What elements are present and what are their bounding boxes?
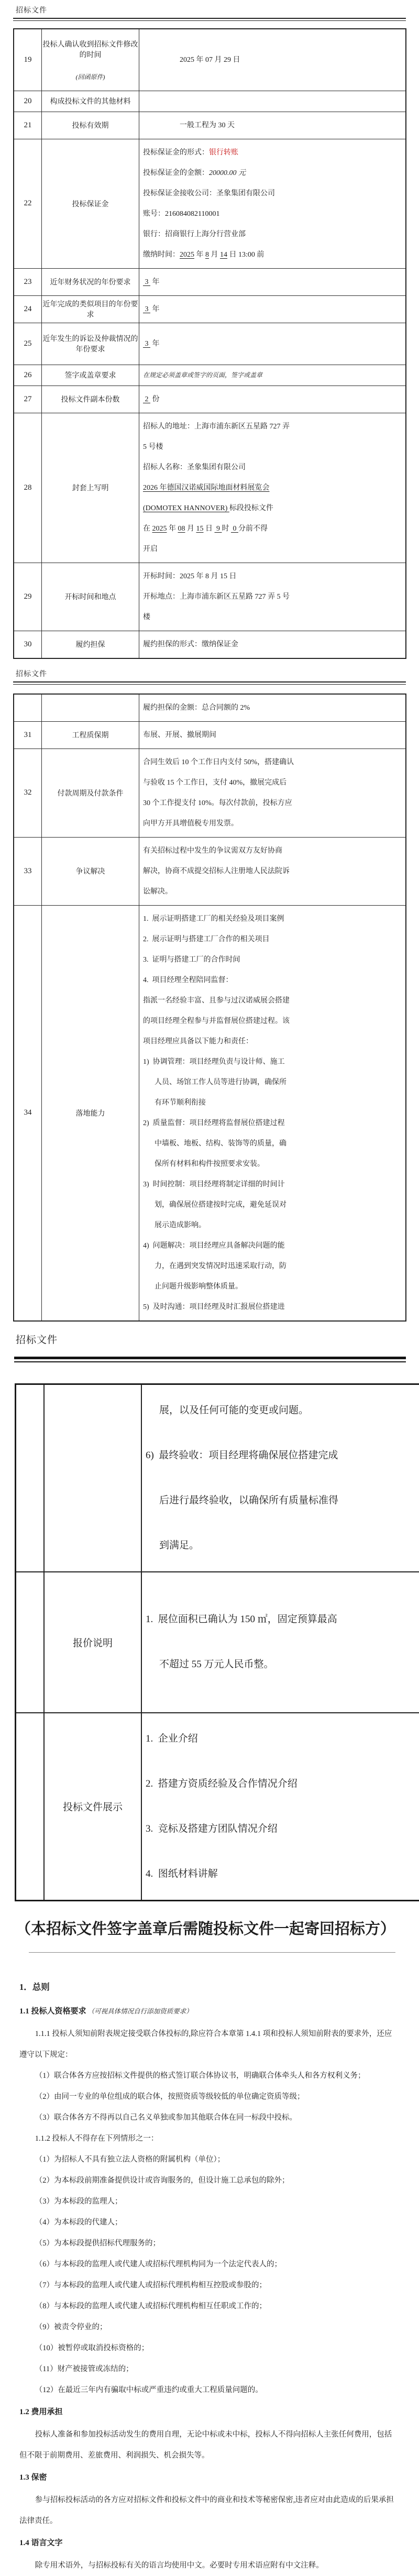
row-label-cell xyxy=(42,323,139,365)
text-segment: 招标人名称：圣象集团有限公司 xyxy=(143,464,246,471)
subsection-heading: 1.2 费用承担 xyxy=(19,2406,395,2417)
table-row xyxy=(16,1713,419,1901)
text-segment: 2. 展示证明与搭建工厂合作的相关项目 xyxy=(143,935,270,943)
row-label: 投标文件副本份数 xyxy=(42,394,139,404)
row-label-cell xyxy=(42,721,139,748)
body-paragraph: 投标人准备和参加投标活动发生的费用自理，无论中标或未中标，投标人不得向招标人主张任何费用，包括但不限于前期费用、差旅费用、利润损失、机会损失等。 xyxy=(19,2424,395,2466)
value-line xyxy=(143,1133,403,1154)
value-line xyxy=(143,1297,403,1317)
row-label: 投标有效期 xyxy=(42,120,139,130)
value-line xyxy=(143,773,403,793)
text-segment: 6) 最终验收：项目经理将确保展位搭建完成 xyxy=(146,1450,338,1461)
table-row xyxy=(14,837,406,905)
text-segment: 投标保证金接收公司：圣象集团有限公司 xyxy=(143,190,275,197)
row-value-cell xyxy=(139,748,406,837)
row-label: 付款周期及付款条件 xyxy=(42,788,139,798)
value-line xyxy=(143,224,403,245)
row-value-cell xyxy=(139,139,406,268)
row-number-cell: 27 xyxy=(14,386,42,413)
text-segment: 到满足。 xyxy=(159,1540,199,1551)
text-segment: 展，以及任何可能的变更或问题。 xyxy=(159,1405,308,1416)
row-label: 投标文件展示 xyxy=(45,1799,141,1813)
row-value-cell xyxy=(139,91,406,112)
value-line xyxy=(143,929,403,950)
text-segment: 开标地点：上海市浦东新区五星路 727 弄 5 号 xyxy=(143,593,290,601)
body-paragraph: （2）为本标段前期准备提供设计或咨询服务的，但设计施工总承包的除外； xyxy=(19,2170,395,2191)
row-label-cell xyxy=(42,91,139,112)
text-segment: 日 13:00 前 xyxy=(227,251,264,259)
text-segment: 15 xyxy=(196,525,204,533)
text-segment: 项目经理应具备以下能力和责任： xyxy=(143,1038,253,1045)
row-number-cell: 22 xyxy=(14,139,42,268)
body-paragraph: （1）联合体各方应按招标文件提供的格式签订联合体协议书，明确联合体牵头人和各方权利义务； xyxy=(19,2065,395,2086)
text-segment: 2 xyxy=(143,395,150,403)
row-number-cell: 34 xyxy=(14,905,42,1321)
text-segment: 银行：招商银行上海分行营业部 xyxy=(143,230,246,238)
table-row xyxy=(14,386,406,413)
header-rule-thick xyxy=(14,1357,406,1362)
text-segment: 止问题升级影响整体质量。 xyxy=(155,1283,242,1291)
row-number-cell: 20 xyxy=(14,91,42,112)
value-line xyxy=(143,1093,403,1113)
row-value-cell xyxy=(139,413,406,563)
text-segment: 20000.00 元 xyxy=(209,169,246,177)
row-label: 签字或盖章要求 xyxy=(42,370,139,380)
value-line xyxy=(143,204,403,224)
value-line xyxy=(143,272,403,292)
row-label-cell xyxy=(42,563,139,631)
text-segment: 履约担保的形式：缴纳保证金 xyxy=(143,641,238,648)
value-line xyxy=(143,334,403,354)
value-line xyxy=(143,1195,403,1215)
row-number-cell: 23 xyxy=(14,268,42,295)
text-segment: 缴纳时间： xyxy=(143,251,180,259)
value-line xyxy=(143,607,403,628)
row-label-cell xyxy=(42,112,139,139)
row-value-cell xyxy=(139,29,406,91)
value-line xyxy=(143,950,403,970)
text-segment: 人员、场馆工作人员等进行协调，确保所 xyxy=(155,1078,286,1086)
value-line xyxy=(143,970,403,990)
text-segment: 后进行最终验收，以确保所有质量标准得 xyxy=(159,1495,338,1506)
text-segment: 指派一名经验丰富、且参与过汉诺威展会搭建 xyxy=(143,997,290,1005)
header-rule xyxy=(13,18,406,21)
row-label: 落地能力 xyxy=(42,1108,139,1118)
text-segment: 4) 问题解决：项目经理应具备解决问题的能 xyxy=(143,1242,285,1250)
row-number-cell: 19 xyxy=(14,29,42,91)
row-number-cell: 32 xyxy=(14,748,42,837)
row-label: 封套上写明 xyxy=(42,482,139,493)
table-row xyxy=(16,1572,419,1713)
text-segment: 在规定必须盖章或签字的页面，签字或盖章 xyxy=(143,371,262,379)
text-segment: 5) 及时沟通：项目经理及时汇报展位搭建进 xyxy=(143,1303,285,1311)
general-provisions-section xyxy=(19,1953,395,2576)
quotation-and-bid-file-table xyxy=(15,1383,419,1901)
text-segment: 3. 证明与搭建工厂的合作时间 xyxy=(143,956,240,964)
row-label-cell xyxy=(42,386,139,413)
text-segment: 14 xyxy=(220,251,227,259)
body-paragraph: （1）为招标人不具有独立法人资格的附属机构（单位）； xyxy=(19,2149,395,2170)
value-line xyxy=(146,1523,418,1568)
text-segment: 一般工程为 30 天 xyxy=(180,122,235,129)
text-segment: 投标保证金的金额： xyxy=(143,169,209,177)
text-segment: 9 xyxy=(215,525,222,533)
text-segment: 1. 展示证明搭建工厂的相关经验及项目案例 xyxy=(143,915,284,923)
body-paragraph: 1.1.1 投标人须知前附表规定接受联合体投标的,除应符合本章第 1.4.1 项和投标人须知前附表的要求外，还应遵守以下规定： xyxy=(19,2023,395,2065)
body-paragraph: （8）与本标段的监理人或代建人或招标代理机构相互任职或工作的； xyxy=(19,2296,395,2317)
value-line xyxy=(143,793,403,813)
body-paragraph: 1.1.2 投标人不得存在下列情形之一： xyxy=(19,2128,395,2149)
page-3-header: 招标文件 xyxy=(16,1332,419,1346)
row-number-cell: 25 xyxy=(14,323,42,365)
text-segment: 楼 xyxy=(143,613,150,621)
page-2-header: 招标文件 xyxy=(16,668,419,679)
table-row xyxy=(14,365,406,386)
value-line xyxy=(143,457,403,478)
text-segment: 4. 图纸材料讲解 xyxy=(146,1868,218,1879)
text-segment: 08 xyxy=(178,525,185,533)
row-number-cell: 33 xyxy=(14,837,42,905)
row-label-cell xyxy=(42,295,139,323)
row-label: 构成投标文件的其他材料 xyxy=(42,96,139,106)
text-segment: 年 xyxy=(150,278,160,286)
table-row xyxy=(14,323,406,365)
body-paragraph: （6）与本标段的监理人或代建人或招标代理机构同为一个法定代表人的； xyxy=(19,2254,395,2275)
row-value-cell xyxy=(139,905,406,1321)
row-value-cell xyxy=(139,837,406,905)
text-segment: 2025 xyxy=(180,251,194,259)
value-line xyxy=(143,990,403,1011)
value-line xyxy=(143,1215,403,1236)
row-value-cell xyxy=(141,1713,419,1901)
text-segment: 开标时间：2025 年 8 月 15 日 xyxy=(143,573,237,580)
value-line xyxy=(143,389,403,410)
text-segment: 3 xyxy=(143,305,150,313)
row-label-cell xyxy=(42,365,139,386)
text-segment: 分前不得 xyxy=(238,525,268,533)
text-segment: 中墙板、地板、结构、装饰等的质量，确 xyxy=(155,1140,286,1148)
value-line xyxy=(143,1236,403,1256)
value-line xyxy=(143,725,403,745)
table-row xyxy=(14,721,406,748)
value-line xyxy=(143,861,403,882)
text-segment: 1) 协调管理：项目经理负责与设计师、施工 xyxy=(143,1058,285,1066)
value-line xyxy=(143,50,403,70)
bid-terms-table-rows-19-30 xyxy=(13,28,406,659)
text-segment: 8 xyxy=(205,251,209,259)
body-paragraph: （9）被责令停业的； xyxy=(19,2317,395,2338)
text-segment: 时 xyxy=(222,525,231,533)
row-label-cell xyxy=(44,1713,141,1901)
text-segment: 5 号楼 xyxy=(143,443,163,451)
table-row xyxy=(14,139,406,268)
table-row xyxy=(14,413,406,563)
body-paragraph: （11）财产被接管或冻结的； xyxy=(19,2359,395,2380)
text-segment: 开启 xyxy=(143,545,158,553)
row-value-cell xyxy=(141,1572,419,1713)
row-number-cell xyxy=(16,1572,45,1713)
row-number-cell: 29 xyxy=(14,563,42,631)
row-label-cell xyxy=(44,1572,141,1713)
text-segment: 解决，协商不成提交招标人注册地人民法院诉 xyxy=(143,867,290,875)
value-line xyxy=(143,437,403,457)
text-segment: 力，在遇到突发情况时迅速采取行动，防 xyxy=(155,1262,286,1270)
body-paragraph: （3）联合体各方不得再以自己名义单独或参加其他联合体在同一标段中投标。 xyxy=(19,2107,395,2128)
row-value-cell xyxy=(141,1384,419,1572)
value-line xyxy=(143,245,403,265)
row-number-cell: 24 xyxy=(14,295,42,323)
body-paragraph: （12）在最近三年内有骗取中标或严重违约或重大工程质量问题的。 xyxy=(19,2380,395,2401)
row-number-cell xyxy=(16,1384,45,1572)
text-segment: 划，确保展位搭建按时完成，避免延误对 xyxy=(155,1201,286,1209)
text-segment: 向甲方开具增值税专用发票。 xyxy=(143,820,238,828)
row-value-cell xyxy=(139,295,406,323)
table-row xyxy=(14,563,406,631)
row-value-cell xyxy=(139,721,406,748)
bid-terms-table-rows-31-34 xyxy=(13,693,406,1322)
page-1-header: 招标文件 xyxy=(16,5,419,15)
value-line xyxy=(143,1276,403,1297)
text-segment: 2) 质量监督：项目经理将监督展位搭建过程 xyxy=(143,1119,285,1127)
row-label: 近年财务状况的年份要求 xyxy=(42,277,139,287)
text-segment: 保所有材料和构件按照要求安装。 xyxy=(155,1160,264,1168)
row-label: 争议解决 xyxy=(42,866,139,876)
table-row xyxy=(14,112,406,139)
subsection-heading-note: （可视具体情况自行添加资质要求） xyxy=(86,2008,193,2015)
row-label-cell xyxy=(44,1384,141,1572)
text-segment: 日 xyxy=(204,525,215,533)
text-segment: 在 xyxy=(143,525,152,533)
text-segment: 展示造成影响。 xyxy=(155,1221,206,1229)
text-segment: 年 xyxy=(167,525,178,533)
row-label-cell xyxy=(42,268,139,295)
row-value-cell xyxy=(139,386,406,413)
text-segment: 年 xyxy=(150,340,160,348)
text-segment: 与验收 15 个工作日，支付 40%，撤展完成后 xyxy=(143,779,286,787)
value-line xyxy=(143,1052,403,1072)
value-line xyxy=(143,813,403,834)
table-row xyxy=(14,29,406,91)
row-value-cell xyxy=(139,323,406,365)
text-segment: 履约担保的金额：总合同额的 2% xyxy=(143,704,250,712)
row-value-cell xyxy=(139,694,406,722)
value-line xyxy=(143,539,403,559)
text-segment: 布展、开展、撤展期间 xyxy=(143,731,216,739)
text-segment: 2025 xyxy=(152,525,167,533)
body-paragraph: （2）由同一专业的单位组成的联合体，按照资质等级较低的单位确定资质等级； xyxy=(19,2086,395,2107)
row-number-cell: 21 xyxy=(14,112,42,139)
text-segment: 银行转账 xyxy=(209,149,238,157)
text-segment: 份 xyxy=(150,395,160,403)
table-row xyxy=(16,1384,419,1572)
text-segment: 2025 年 07 月 29 日 xyxy=(180,56,240,64)
value-line xyxy=(143,416,403,437)
text-segment: 年 xyxy=(150,305,160,313)
value-line xyxy=(146,1478,418,1523)
row-label-cell xyxy=(42,748,139,837)
text-segment: 的项目经理全程参与并监督展位搭建过程。该 xyxy=(143,1017,290,1025)
subsection-heading: 1.3 保密 xyxy=(19,2471,395,2482)
body-paragraph: 除专用术语外，与招标投标有关的语言均使用中文。必要时专用术语应附有中文注释。 xyxy=(19,2555,395,2576)
row-label-cell xyxy=(42,29,139,91)
row-label: 近年发生的诉讼及仲裁情况的年份要求 xyxy=(42,333,139,354)
text-segment: 3) 时间控制：项目经理将制定详细的时间计 xyxy=(143,1181,285,1188)
value-line xyxy=(143,587,403,607)
value-line xyxy=(146,1852,418,1897)
row-label: 投标人确认收到招标文件修改的时间 xyxy=(42,39,139,60)
value-line xyxy=(143,634,403,655)
value-line xyxy=(143,519,403,539)
row-value-cell xyxy=(139,365,406,386)
text-segment: 不超过 55 万元人民币整。 xyxy=(159,1659,274,1670)
text-segment: (DOMOTEX HANNOVER) xyxy=(143,504,229,512)
row-label-cell xyxy=(42,905,139,1321)
row-label: 报价说明 xyxy=(45,1635,141,1649)
row-label: 履约担保 xyxy=(42,639,139,649)
row-label-cell xyxy=(42,139,139,268)
text-segment: 年 xyxy=(194,251,205,259)
body-paragraph: （5）为本标段提供招标代理服务的； xyxy=(19,2233,395,2254)
value-line xyxy=(143,1031,403,1052)
row-label-cell xyxy=(42,413,139,563)
value-line xyxy=(143,498,403,519)
text-segment: 30 个工作提支付 10%。每次付款前，投标方应 xyxy=(143,799,292,807)
value-line xyxy=(143,1174,403,1195)
text-segment: 讼解决。 xyxy=(143,888,172,896)
value-line xyxy=(143,882,403,902)
return-instruction-note: （本招标文件签字盖章后需随投标文件一起寄回招标方） xyxy=(16,1917,409,1939)
value-line xyxy=(143,163,403,183)
value-line xyxy=(143,1072,403,1093)
row-label-cell xyxy=(42,694,139,722)
value-line xyxy=(146,1807,418,1852)
row-value-cell xyxy=(139,563,406,631)
value-line xyxy=(143,299,403,320)
text-segment: 4. 项目经理全程陪同监督： xyxy=(143,976,233,984)
page-1 xyxy=(0,0,419,659)
row-label-note: (回函原件) xyxy=(42,72,139,81)
value-line xyxy=(143,115,403,136)
text-segment: 有环节顺利衔接 xyxy=(155,1099,206,1107)
table-row xyxy=(14,694,406,722)
text-segment: 招标人的地址：上海市浦东新区五星路 727 弄 xyxy=(143,423,290,431)
value-line xyxy=(143,478,403,498)
text-segment: 月 xyxy=(209,251,220,259)
value-line xyxy=(143,698,403,718)
value-line xyxy=(146,1642,418,1687)
row-number-cell: 30 xyxy=(14,631,42,658)
text-segment: 2026 年德国汉诺威国际地面材料展览会 xyxy=(143,484,270,492)
body-paragraph: （4）为本标段的代建人； xyxy=(19,2212,395,2233)
text-segment: 3 xyxy=(143,340,150,348)
text-segment: 3. 竞标及搭建方团队情况介绍 xyxy=(146,1823,278,1834)
value-line xyxy=(143,142,403,163)
row-label: 近年完成的类似项目的年份要求 xyxy=(42,299,139,320)
row-label-cell xyxy=(42,837,139,905)
body-paragraph: 参与招标投标活动的各方应对招标文件和投标文件中的商业和技术等秘密保密,违者应对由此造成的后果承担法律责任。 xyxy=(19,2490,395,2531)
table-row xyxy=(14,268,406,295)
text-segment: 有关招标过程中发生的争议需双方友好协商 xyxy=(143,847,282,855)
text-segment: 1. 企业介绍 xyxy=(146,1733,198,1744)
text-segment: 月 xyxy=(185,525,196,533)
body-paragraph: （3）为本标段的监理人； xyxy=(19,2191,395,2212)
row-number-cell xyxy=(16,1713,45,1901)
header-rule xyxy=(13,681,406,685)
row-label: 开标时间和地点 xyxy=(42,591,139,602)
page-3 xyxy=(0,1332,419,1953)
value-line xyxy=(146,1762,418,1807)
row-number-cell xyxy=(14,694,42,722)
value-line xyxy=(143,566,403,587)
table-row xyxy=(14,748,406,837)
value-line xyxy=(143,183,403,204)
text-segment: 3 xyxy=(143,278,150,286)
value-line xyxy=(143,1011,403,1031)
body-paragraph: （10）被暂停或取消投标资格的； xyxy=(19,2338,395,2359)
value-line xyxy=(146,1433,418,1478)
table-row xyxy=(14,91,406,112)
row-label-cell xyxy=(42,631,139,658)
body-paragraph: （7）与本标段的监理人或代建人或招标代理机构相互控股或参股的； xyxy=(19,2275,395,2296)
text-segment: 标段投标文件 xyxy=(229,504,273,512)
row-number-cell: 31 xyxy=(14,721,42,748)
row-value-cell xyxy=(139,631,406,658)
row-label: 工程质保期 xyxy=(42,730,139,740)
value-line xyxy=(143,752,403,773)
page-2 xyxy=(0,668,419,1322)
section-heading: 1．总则 xyxy=(19,1980,395,1992)
value-line xyxy=(143,1113,403,1133)
text-segment: 1. 展位面积已确认为 150 ㎡，固定预算最高 xyxy=(146,1614,337,1625)
row-value-cell xyxy=(139,112,406,139)
value-line xyxy=(143,370,403,380)
text-segment: 账号：216084082110001 xyxy=(143,210,219,218)
value-line xyxy=(143,841,403,861)
text-segment: 0 xyxy=(231,525,238,533)
text-segment: 合同生效后 10 个工作日内支付 50%，搭建确认 xyxy=(143,758,294,766)
row-number-cell: 28 xyxy=(14,413,42,563)
subsection-heading: 1.1 投标人资格要求 （可视具体情况自行添加资质要求） xyxy=(19,2005,395,2016)
value-line xyxy=(143,909,403,929)
value-line xyxy=(146,1388,418,1433)
value-line xyxy=(143,1256,403,1276)
subsection-heading: 1.4 语言文字 xyxy=(19,2537,395,2548)
text-segment: 2. 搭建方资质经验及合作情况介绍 xyxy=(146,1778,297,1789)
value-line xyxy=(146,1716,418,1762)
text-segment: 投标保证金的形式： xyxy=(143,149,209,157)
row-value-cell xyxy=(139,268,406,295)
row-number-cell: 26 xyxy=(14,365,42,386)
row-label: 投标保证金 xyxy=(42,199,139,209)
value-line xyxy=(146,1597,418,1642)
table-row xyxy=(14,905,406,1321)
table-row xyxy=(14,631,406,658)
table-row xyxy=(14,295,406,323)
value-line xyxy=(143,1154,403,1174)
